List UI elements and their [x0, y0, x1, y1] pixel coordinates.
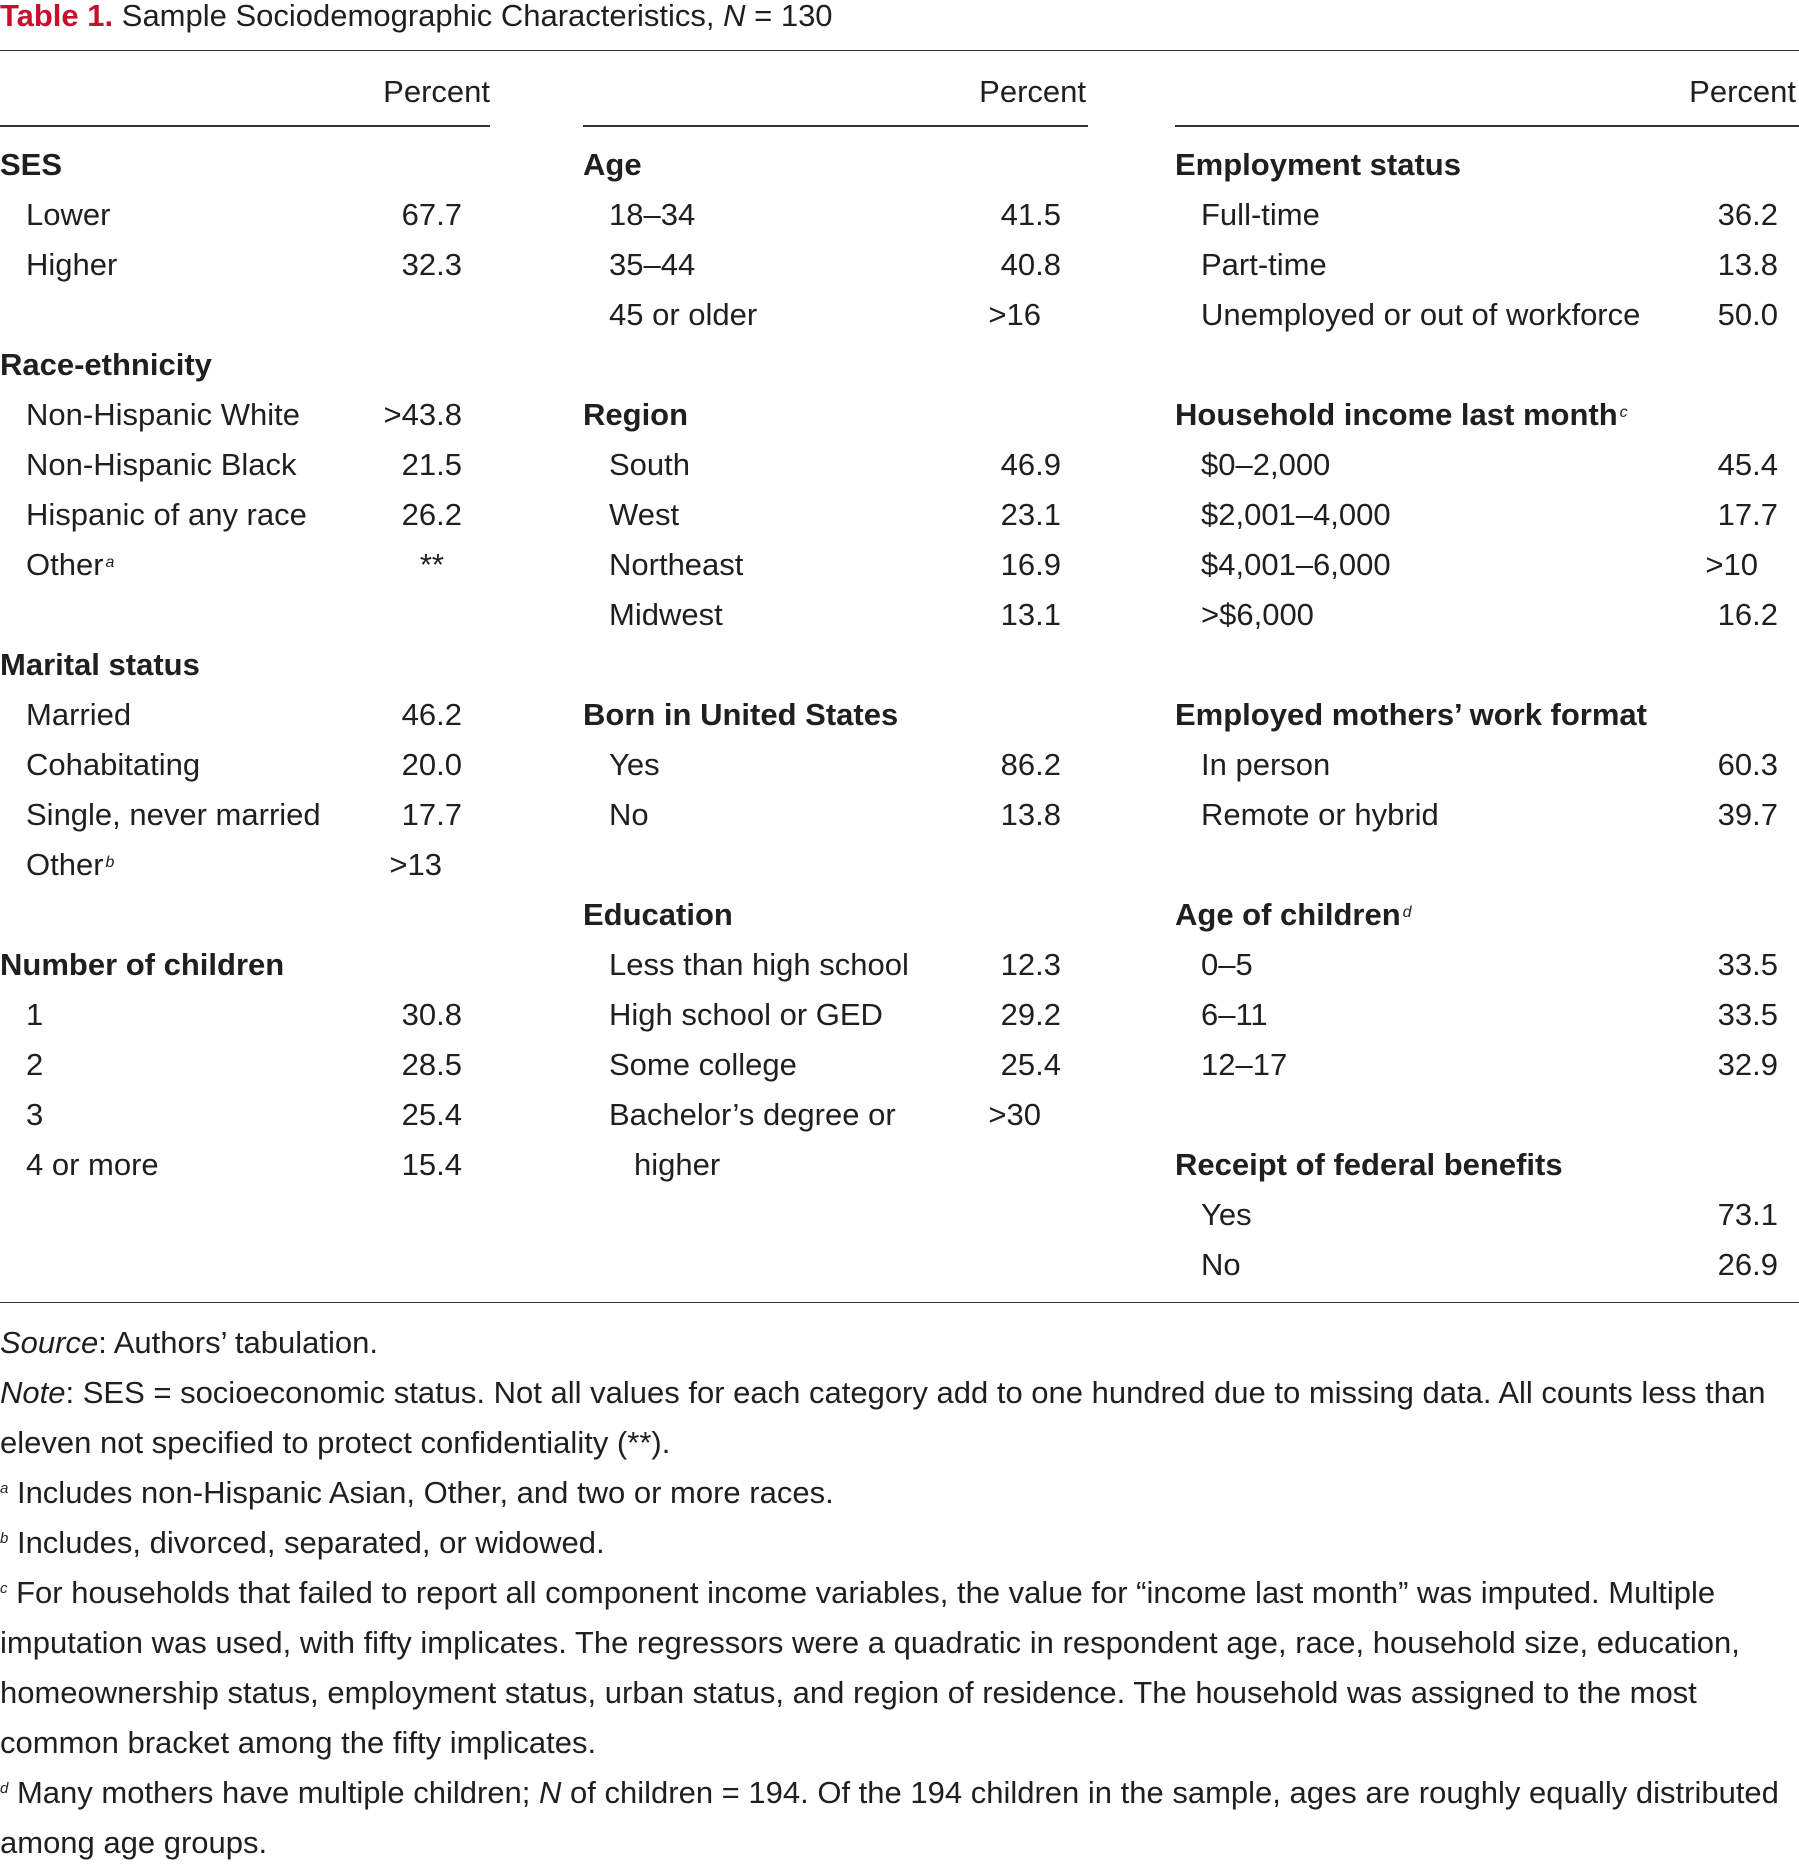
table-row [1175, 295, 1778, 335]
group-title [0, 645, 200, 685]
row-value: 21.5 [401, 447, 462, 482]
row-value: 15.4 [401, 1147, 462, 1182]
note-text: : SES = socioeconomic status. Not all values for each category add to one hundred due to missing data. All counts less than eleven not specified to protect confidentiality (**). [0, 1375, 1766, 1460]
row-label [26, 745, 200, 785]
footnote-text: Includes, divorced, separated, or widowed. [8, 1525, 605, 1560]
row-label-text: Non-Hispanic White [26, 397, 300, 432]
footnote-a [0, 1468, 1780, 1518]
row-label [609, 795, 649, 835]
row-label-text: Bachelor’s degree or [609, 1097, 896, 1132]
row-label [609, 445, 690, 485]
table-row [0, 395, 462, 435]
row-label [609, 245, 695, 285]
row-label [26, 1145, 159, 1185]
row-label-text: 1 [26, 997, 44, 1032]
table-row [583, 195, 1061, 235]
table-row [1175, 245, 1778, 285]
table-row [0, 795, 462, 835]
row-label [26, 445, 297, 485]
group-heading [0, 645, 462, 685]
group-title-text: Education [583, 897, 733, 932]
table-row [0, 745, 462, 785]
group-heading [583, 695, 1061, 735]
row-label [609, 195, 695, 235]
row-value: ** [419, 547, 444, 582]
group-title [1175, 145, 1461, 185]
row-label [26, 545, 114, 585]
footnote-b [0, 1518, 1780, 1568]
table-row [0, 1145, 462, 1185]
group-heading [583, 395, 1061, 435]
group-title-text: Born in United States [583, 697, 899, 732]
table-row [0, 545, 462, 585]
column-header: Percent [1689, 74, 1796, 109]
column-header: Percent [979, 74, 1086, 109]
group-title [1175, 895, 1412, 935]
table-label: Table 1. [0, 0, 114, 33]
n-value: = 130 [745, 0, 833, 33]
group-heading [0, 145, 462, 185]
table-row [1175, 445, 1778, 485]
row-value: 25.4 [401, 1097, 462, 1132]
group-title [583, 395, 688, 435]
footnote-mark: a [0, 1480, 9, 1497]
row-value: 13.8 [1000, 797, 1061, 832]
row-value: 50.0 [1717, 297, 1778, 332]
row-value: 32.9 [1717, 1047, 1778, 1082]
row-value: >43.8 [383, 397, 462, 432]
row-label-text: Part-time [1201, 247, 1327, 282]
table-row [583, 445, 1061, 485]
table-row [0, 1095, 462, 1135]
row-label [609, 545, 743, 585]
row-value: 36.2 [1717, 197, 1778, 232]
table-row [583, 495, 1061, 535]
row-value: 26.9 [1717, 1247, 1778, 1282]
footnote-text-end: of children = 194. Of the 194 children in the sample, ages are roughly equally distributed among age groups. [0, 1775, 1779, 1860]
group-title-text: Region [583, 397, 689, 432]
row-label [26, 995, 43, 1035]
row-label [609, 745, 660, 785]
row-label-text: Unemployed or out of workforce [1201, 297, 1641, 332]
table-row [583, 295, 1061, 335]
row-label [1201, 595, 1314, 635]
footnote-mark: b [0, 1530, 9, 1547]
row-value: 26.2 [401, 497, 462, 532]
group-title [1175, 695, 1647, 735]
row-label [26, 1045, 43, 1085]
row-value: 40.8 [1000, 247, 1061, 282]
note-label: Note [0, 1375, 66, 1410]
header-rule [583, 125, 1088, 127]
row-label-text: In person [1201, 747, 1331, 782]
table-row [0, 695, 462, 735]
group-heading [1175, 1145, 1778, 1185]
row-label [1201, 295, 1640, 335]
table-row [583, 595, 1061, 635]
table-row [1175, 945, 1778, 985]
row-label [1201, 195, 1320, 235]
row-label-text: 35–44 [609, 247, 696, 282]
row-label-text: 2 [26, 1047, 44, 1082]
row-label-text: Northeast [609, 547, 744, 582]
row-label-continuation: higher [634, 1147, 721, 1182]
row-label-text: Full-time [1201, 197, 1320, 232]
row-label [609, 295, 757, 335]
row-value: 46.9 [1000, 447, 1061, 482]
row-label-text: >$6,000 [1201, 597, 1314, 632]
row-label-text: 3 [26, 1097, 44, 1132]
row-label-text: Remote or hybrid [1201, 797, 1439, 832]
row-value: 16.9 [1000, 547, 1061, 582]
group-heading [1175, 395, 1778, 435]
row-label-text: Less than high school [609, 947, 909, 982]
table-row [1175, 1245, 1778, 1285]
table-row [1175, 195, 1778, 235]
row-value: 46.2 [401, 697, 462, 732]
table-row [583, 1095, 1061, 1135]
group-heading [1175, 895, 1778, 935]
row-label-text: Other [26, 847, 104, 882]
table-row [583, 545, 1061, 585]
row-label-text: Other [26, 547, 104, 582]
row-label-text: No [609, 797, 649, 832]
general-note [0, 1368, 1780, 1468]
table-row [583, 1045, 1061, 1085]
table-row [583, 245, 1061, 285]
column-header: Percent [383, 74, 490, 109]
row-label [609, 945, 909, 985]
table-row [583, 995, 1061, 1035]
group-title-text: Age of children [1175, 897, 1401, 932]
row-label-text: Married [26, 697, 132, 732]
group-title [583, 695, 898, 735]
row-label-text: Midwest [609, 597, 723, 632]
row-label-text: Higher [26, 247, 118, 282]
table-row [0, 995, 462, 1035]
row-label-text: $2,001–4,000 [1201, 497, 1391, 532]
row-label-text: Single, never married [26, 797, 321, 832]
footnote-mark: b [105, 854, 115, 871]
header-rule [0, 125, 490, 127]
row-label-text: Some college [609, 1047, 797, 1082]
row-label [609, 495, 679, 535]
table-row [583, 945, 1061, 985]
group-title-text: Receipt of federal benefits [1175, 1147, 1563, 1182]
row-value: 30.8 [401, 997, 462, 1032]
row-label [1201, 545, 1391, 585]
row-value: 32.3 [401, 247, 462, 282]
row-value: 86.2 [1000, 747, 1061, 782]
row-label [1201, 795, 1439, 835]
group-title [0, 945, 284, 985]
table-row [1175, 495, 1778, 535]
group-title-text: Employed mothers’ work format [1175, 697, 1647, 732]
group-title-text: Marital status [0, 647, 200, 682]
row-label [609, 1045, 797, 1085]
table-row-continuation [583, 1145, 1061, 1185]
row-value: 33.5 [1717, 997, 1778, 1032]
source-text: : Authors’ tabulation. [98, 1325, 378, 1360]
footnote-text: Many mothers have multiple children; [8, 1775, 540, 1810]
table-row [0, 195, 462, 235]
row-value: 13.1 [1000, 597, 1061, 632]
bottom-rule [0, 1302, 1799, 1303]
row-value: 73.1 [1717, 1197, 1778, 1232]
table-row [1175, 595, 1778, 635]
table-title: Sample Sociodemographic Characteristics, [121, 0, 715, 33]
row-label [1201, 745, 1330, 785]
row-value: 39.7 [1717, 797, 1778, 832]
group-heading [583, 895, 1061, 935]
group-title-text: Employment status [1175, 147, 1461, 182]
row-label [26, 695, 131, 735]
table-row [583, 745, 1061, 785]
group-title [0, 145, 62, 185]
row-value: 67.7 [401, 197, 462, 232]
row-label-text: Hispanic of any race [26, 497, 307, 532]
row-value: 16.2 [1717, 597, 1778, 632]
row-value: 12.3 [1000, 947, 1061, 982]
group-heading [0, 345, 462, 385]
row-value: 41.5 [1000, 197, 1061, 232]
row-label-text: Non-Hispanic Black [26, 447, 297, 482]
row-label-text: 6–11 [1201, 997, 1268, 1032]
row-value: 23.1 [1000, 497, 1061, 532]
footnote-d [0, 1768, 1780, 1868]
footnote-mark: c [0, 1580, 8, 1597]
group-title [1175, 395, 1628, 435]
table-row [1175, 995, 1778, 1035]
table-row [1175, 545, 1778, 585]
row-value: 28.5 [401, 1047, 462, 1082]
source-label: Source [0, 1325, 99, 1360]
table-row [1175, 1045, 1778, 1085]
footnote-c [0, 1568, 1780, 1768]
table-notes [0, 1318, 1780, 1868]
row-label [26, 495, 307, 535]
row-label [1201, 1045, 1287, 1085]
row-label [26, 845, 114, 885]
footnote-text: Includes non-Hispanic Asian, Other, and two or more races. [8, 1475, 834, 1510]
header-rule [1175, 125, 1799, 127]
row-label-text: 18–34 [609, 197, 696, 232]
table-row [0, 245, 462, 285]
row-label-text: Lower [26, 197, 111, 232]
row-value: 33.5 [1717, 947, 1778, 982]
row-value: 60.3 [1717, 747, 1778, 782]
row-value: 20.0 [401, 747, 462, 782]
group-title-text: SES [0, 147, 63, 182]
row-label-text: 4 or more [26, 1147, 159, 1182]
row-value: >30 [988, 1097, 1041, 1132]
row-label-text: $4,001–6,000 [1201, 547, 1391, 582]
row-label-text: Yes [609, 747, 660, 782]
row-value: >10 [1705, 547, 1758, 582]
table-caption [0, 0, 833, 32]
table-row [0, 845, 462, 885]
row-value: 17.7 [401, 797, 462, 832]
row-label-text: High school or GED [609, 997, 883, 1032]
source-note [0, 1318, 1780, 1368]
row-label [609, 1095, 896, 1135]
row-label-text: 45 or older [609, 297, 758, 332]
row-label [1201, 445, 1330, 485]
row-value: 29.2 [1000, 997, 1061, 1032]
row-label [609, 995, 883, 1035]
row-value: 45.4 [1717, 447, 1778, 482]
group-heading [0, 945, 462, 985]
table-row [0, 495, 462, 535]
row-label [1201, 495, 1391, 535]
table-row [1175, 745, 1778, 785]
row-label [26, 195, 110, 235]
row-label [609, 595, 723, 635]
row-value: 13.8 [1717, 247, 1778, 282]
row-label-text: $0–2,000 [1201, 447, 1331, 482]
group-title-text: Race-ethnicity [0, 347, 212, 382]
row-value: 25.4 [1000, 1047, 1061, 1082]
group-title [1175, 1145, 1563, 1185]
row-label-text: South [609, 447, 691, 482]
row-label-text: 12–17 [1201, 1047, 1288, 1082]
group-title-text: Household income last month [1175, 397, 1618, 432]
row-label-text: Yes [1201, 1197, 1252, 1232]
row-label [26, 245, 117, 285]
row-label [1201, 245, 1327, 285]
footnote-mark: c [1619, 404, 1628, 421]
row-label-text: West [609, 497, 680, 532]
row-label-text: Cohabitating [26, 747, 201, 782]
row-value: 17.7 [1717, 497, 1778, 532]
table-row [1175, 795, 1778, 835]
table-row [583, 795, 1061, 835]
group-title [583, 145, 642, 185]
n-symbol: N [539, 1775, 562, 1810]
group-title-text: Age [583, 147, 642, 182]
row-label [26, 795, 321, 835]
table-row [1175, 1195, 1778, 1235]
group-title [583, 895, 733, 935]
row-label [1201, 995, 1268, 1035]
row-label [1201, 1245, 1241, 1285]
group-heading [1175, 695, 1778, 735]
row-value: >13 [389, 847, 442, 882]
row-label [26, 395, 300, 435]
group-title [0, 345, 212, 385]
table-row [0, 445, 462, 485]
footnote-text: For households that failed to report all component income variables, the value for “income last month” was imputed. Multiple imputation was used, with fifty implicates. The regressors were a quadratic in respondent age, race, household size, education, homeownership status, employment status, urban status, and region of residence. The household was assigned to the most common bracket among the fifty implicates. [0, 1575, 1740, 1760]
row-label-text: No [1201, 1247, 1241, 1282]
row-label [26, 1095, 43, 1135]
group-title-text: Number of children [0, 947, 285, 982]
n-symbol: N [723, 0, 746, 33]
group-heading [583, 145, 1061, 185]
group-heading [1175, 145, 1778, 185]
footnote-mark: d [0, 1780, 9, 1797]
row-label [1201, 945, 1253, 985]
row-label-text: 0–5 [1201, 947, 1253, 982]
table-row [0, 1045, 462, 1085]
footnote-mark: a [105, 554, 115, 571]
row-value: >16 [988, 297, 1041, 332]
top-rule [0, 50, 1799, 51]
footnote-mark: d [1402, 904, 1412, 921]
row-label [1201, 1195, 1252, 1235]
